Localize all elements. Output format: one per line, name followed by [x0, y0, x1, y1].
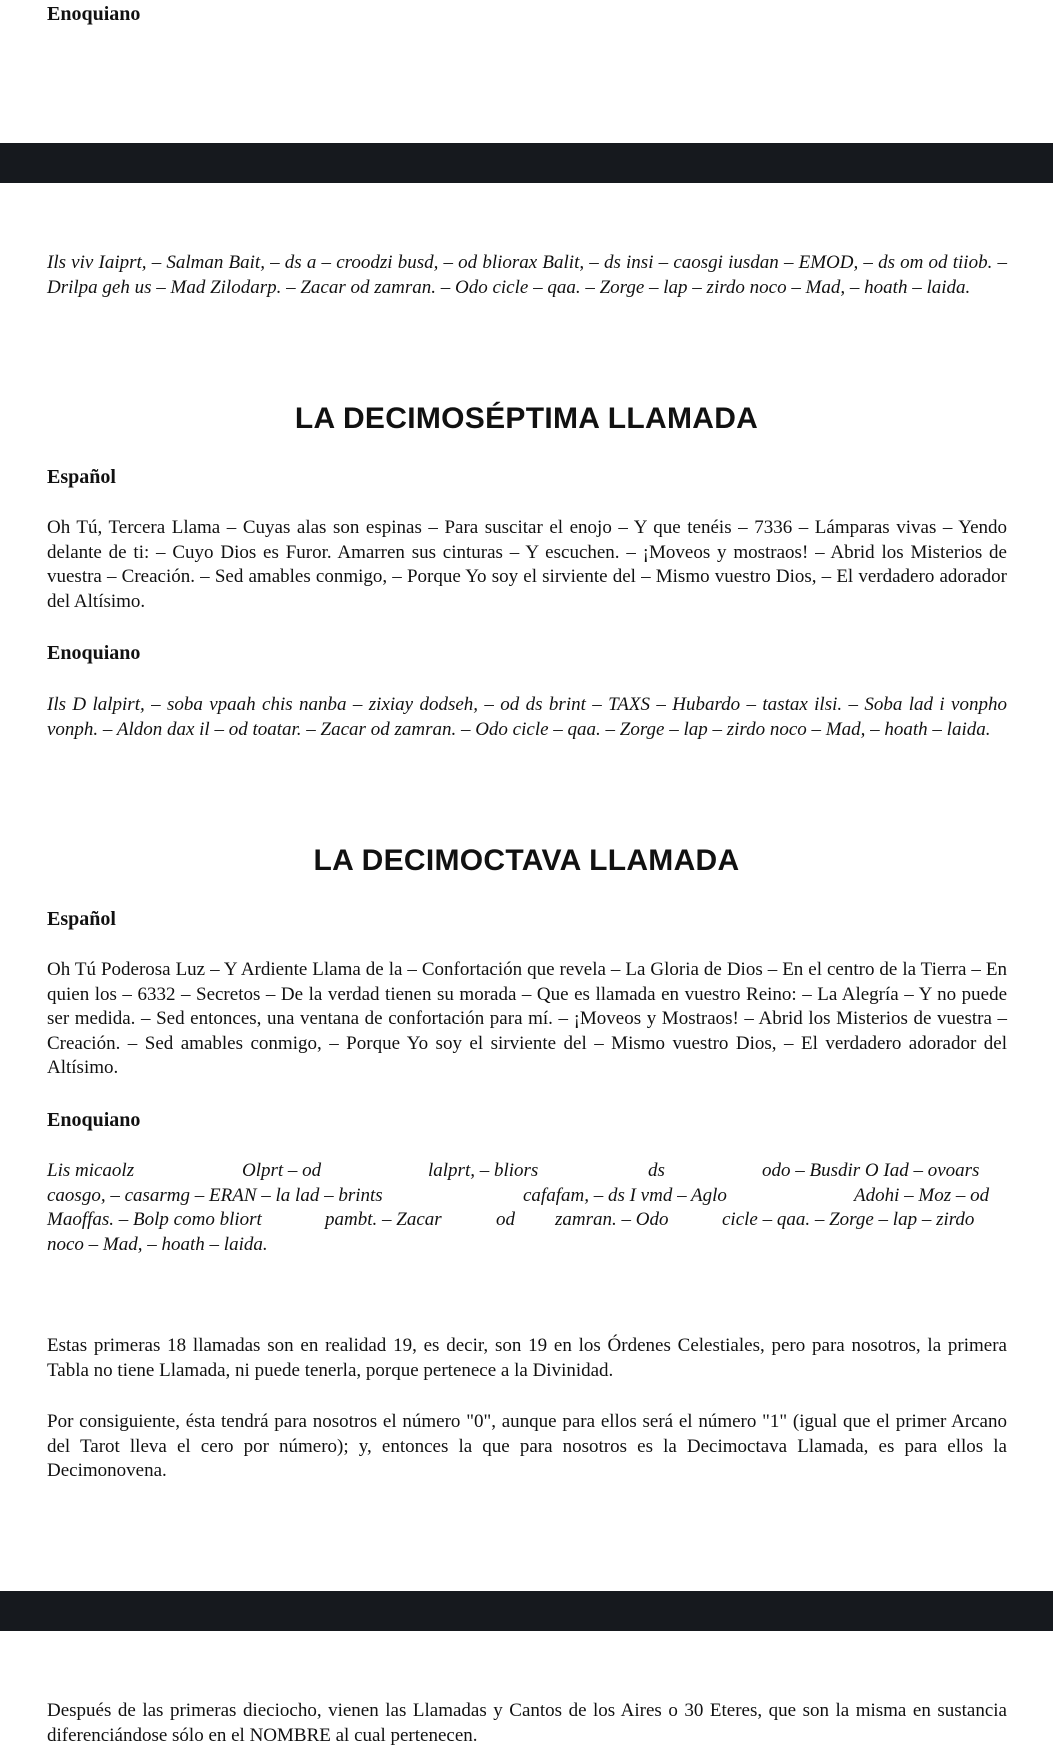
- call-17-spanish-text: Oh Tú, Tercera Llama – Cuyas alas son espinas – Para suscitar el enojo – Y que tenéis – 7336 – Lámparas vivas – Yendo delante de ti: – Cuyo Dios es Furor. Amarren sus cinturas – Y escuchen. – ¡Moveos y mostraos! – Abrid los Misterios de vuestra – Creación. – Sed amables conmigo, – Porque Yo soy el sirviente del – Mismo vuestro Dios, – El verdadero adorador del Altísimo.: [47, 517, 1007, 612]
- enochian-segment: caosgo, – casarmg – ERAN – la lad – brints: [47, 1184, 383, 1206]
- enochian-segment: Lis micaolz: [47, 1160, 135, 1181]
- closing-paragraph-1: Estas primeras 18 llamadas son en realidad 19, es decir, son 19 en los Órdenes Celestiales, pero para nosotros, la primera Tabla no tiene Llamada, ni puede tenerla, porque pertenece a la Divinidad.: [47, 1335, 1007, 1381]
- call-17-enochian-label: Enoquiano: [47, 642, 141, 664]
- enochian-line: [47, 1234, 1007, 1259]
- closing-paragraph-2: Por consiguiente, ésta tendrá para nosotros el número "0", aunque para ellos será el número "1" (igual que el primer Arcano del Tarot lleva el cero por número); y, entonces la que para nosotros es la Decimoctava Llamada, es para ellos la Decimonovena.: [47, 1411, 1007, 1481]
- enochian-segment: zamran. – Odo: [555, 1209, 669, 1230]
- final-paragraph: Después de las primeras dieciocho, vienen las Llamadas y Cantos de los Aires o 30 Eteres, que son la misma en sustancia diferenciándose sólo en el NOMBRE al cual pertenecen.: [47, 1700, 1007, 1746]
- enochian-segment: pambt. – Zacar: [325, 1209, 442, 1230]
- call-17-enochian-text: Ils D lalpirt, – soba vpaah chis nanba – zixiay dodseh, – od ds brint – TAXS – Hubardo – tastax ilsi. – Soba lad i vonpho vonph. – Aldon dax il – od toatar. – Zacar od zamran. – Odo cicle – qaa. – Zorge – lap – zirdo noco – Mad, – hoath – laida.: [47, 694, 1007, 740]
- call-18-title: LA DECIMOCTAVA LLAMADA: [313, 844, 740, 877]
- enochian-segment: ds: [648, 1160, 665, 1181]
- call-18-enochian-label: Enoquiano: [47, 1109, 141, 1131]
- enochian-line: [47, 1185, 1007, 1210]
- enochian-segment: cicle – qaa. – Zorge – lap – zirdo: [722, 1209, 975, 1230]
- enochian-segment: Adohi – Moz – od: [854, 1184, 990, 1206]
- enochian-segment: Olprt – od: [242, 1160, 322, 1181]
- call-18-spanish-text: Oh Tú Poderosa Luz – Y Ardiente Llama de la – Confortación que revela – La Gloria de Dios – En el centro de la Tierra – En quien los – 6332 – Secretos – De la verdad tienen su morada – Que es llamada en vuestro Reino: – La Alegría – Y no puede ser medida. – Sed entonces, una ventana de confortación para mí. – ¡Moveos y Mostraos! – Abrid los Misterios de vuestra – Creación. – Sed amables conmigo, – Porque Yo soy el sirviente del – Mismo vuestro Dios, – El verdadero adorador del Altísimo.: [47, 959, 1007, 1078]
- enochian-line: [47, 1209, 1007, 1234]
- enochian-segment: od: [496, 1209, 515, 1230]
- enochian-text-call-16: Ils viv Iaiprt, – Salman Bait, – ds a – croodzi busd, – od bliorax Balit, – ds insi – caosgi iusdan – EMOD, – ds om od tiiob. – Drilpa geh us – Mad Zilodarp. – Zacar od zamran. – Odo cicle – qaa. – Zorge – lap – zirdo noco – Mad, – hoath – laida.: [47, 252, 1007, 298]
- section-label-enochian-top: Enoquiano: [47, 3, 141, 25]
- enochian-segment: odo – Busdir O Iad – ovoars: [762, 1160, 980, 1181]
- enochian-segment: lalprt, – bliors: [428, 1160, 539, 1181]
- enochian-line: [47, 1160, 1007, 1185]
- call-17-title: LA DECIMOSÉPTIMA LLAMADA: [294, 402, 759, 435]
- call-18-spanish-label: Español: [47, 908, 116, 930]
- page-break-band: [0, 1591, 1053, 1631]
- call-17-spanish-label: Español: [47, 466, 116, 488]
- page-break-band: [0, 143, 1053, 183]
- enochian-segment: noco – Mad, – hoath – laida.: [47, 1233, 268, 1255]
- enochian-segment: Maoffas. – Bolp como bliort: [47, 1209, 262, 1230]
- call-18-enochian-text: [47, 1160, 1007, 1258]
- enochian-segment: cafafam, – ds I vmd – Aglo: [523, 1184, 727, 1206]
